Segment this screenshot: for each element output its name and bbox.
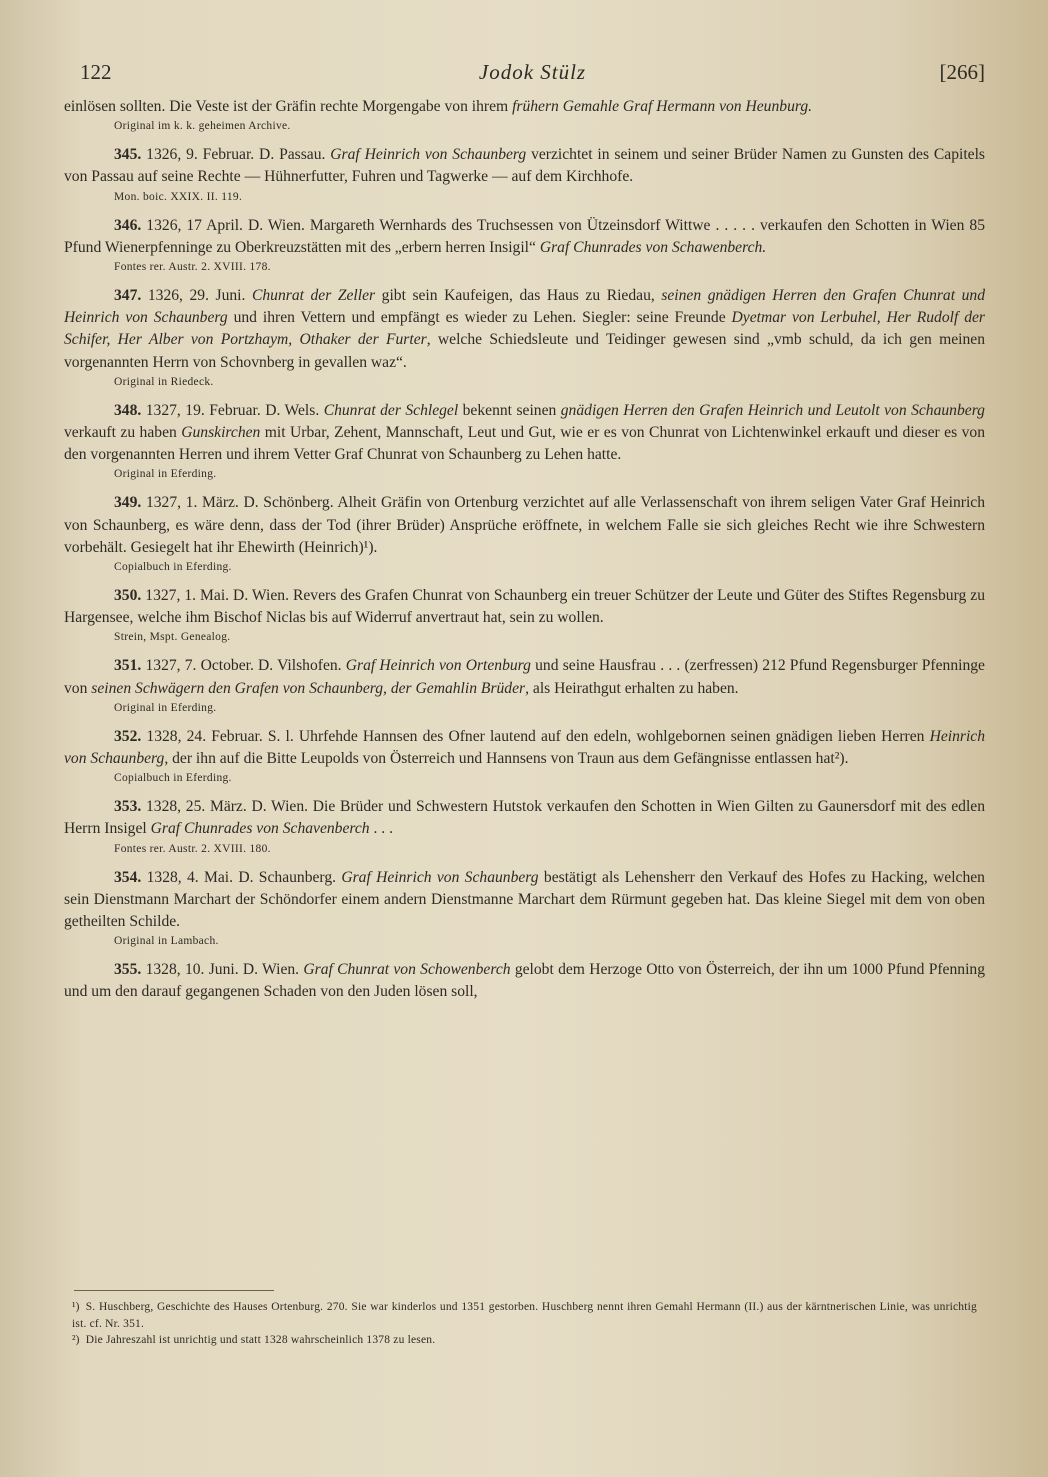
regest-entry: [64, 796, 985, 857]
regest-entry: [64, 585, 985, 646]
entry-number: 352.: [114, 727, 142, 745]
italic-name: gnädigen Herren den Grafen Heinrich und Leutolt von Schaunberg: [560, 401, 985, 419]
regest-entry: [64, 492, 985, 576]
entry-text: 346. 1326, 17 April. D. Wien. Margareth Wernhards des Truchsessen von Ützeinsdorf Wittwe . . . . . verkaufen den Schotten in Wien 85 Pfund Wienerpfenninge zu Oberkreuzstätten mit des „erbern herren Insigil“ Graf Chunrades von Schawenberch.: [64, 216, 985, 256]
italic-name: Graf Heinrich von Schaunberg: [341, 868, 539, 886]
entry-text: 354. 1328, 4. Mai. D. Schaunberg. Graf Heinrich von Schaunberg bestätigt als Lehensherr den Verkauf des Hofes zu Hacking, welchen sein Dienstmann Marchart der Schöndorfer einem andern Dienstmanne Marchart dem Rürmunt gegeben hat. Das kleine Siegel mit dem von oben getheilten Schilde.: [64, 868, 985, 931]
entry-text: 347. 1326, 29. Juni. Chunrat der Zeller gibt sein Kaufeigen, das Haus zu Riedau, seinen gnädigen Herren den Grafen Chunrat und Heinrich von Schaunberg und ihren Vettern und empfängt es wieder zu Lehen. Siegler: seine Freunde Dyetmar von Lerbuhel, Her Rudolf der Schifer, Her Alber von Portzhaym, Othaker der Furter, welche Schiedsleute und Teidinger gewesen sind „vmb schuld, da ich gen meinen vorgenannten Herrn von Schovnberg in gevallen waz“.: [64, 287, 985, 371]
footnote-text: S. Huschberg, Geschichte des Hauses Ortenburg. 270. Sie war kinderlos und 1351 gestorben. Huschberg nennt ihren Gemahl Hermann (II.) aus der kärntnerischen Linie, was unrichtig ist. cf. Nr. 351.: [72, 1301, 977, 1330]
entry-source: Original in Lambach.: [114, 935, 219, 948]
italic-name: Chunrat der Schlegel: [323, 401, 459, 419]
entry-text: 349. 1327, 1. März. D. Schönberg. Alheit Gräfin von Ortenburg verzichtet auf alle Verlassenschaft von ihrem seligen Vater Graf Heinrich von Schaunberg, es wäre denn, dass der Tod (ihrer Brüder) Ansprüche eröffnete, in welchem Falle sie sich gleiches Recht wie ihre Schwestern vorbehält. Gesiegelt hat ihr Ehewirth (Heinrich)¹).: [64, 494, 985, 556]
page-header: [80, 60, 985, 90]
italic-name: Graf Heinrich von Ortenburg: [345, 657, 531, 675]
entry-text: 351. 1327, 7. October. D. Vilshofen. Graf Heinrich von Ortenburg und seine Hausfrau . . . (zerfressen) 212 Pfund Regensburger Pfenninge von seinen Schwägern den Grafen von Schaunberg, der Gemahlin Brüder, als Heirathgut erhalten zu haben.: [64, 657, 985, 697]
entry-number: 355.: [114, 961, 142, 979]
entry-text: 350. 1327, 1. Mai. D. Wien. Revers des Grafen Chunrat von Schaunberg ein treuer Schützer der Leute und Güter des Stiftes Regensburg zu Hargensee, welche ihm Bischof Niclas bis auf Widerruf anvertraut hat, sein zu wollen.: [64, 587, 985, 627]
entry-text: 353. 1328, 25. März. D. Wien. Die Brüder und Schwestern Hutstok verkaufen den Schotten in Wien Gilten zu Gaunersdorf mit des edlen Herrn Insigel Graf Chunrades von Schavenberch . . .: [64, 798, 985, 838]
entry-text: 348. 1327, 19. Februar. D. Wels. Chunrat der Schlegel bekennt seinen gnädigen Herren den Grafen Heinrich und Leutolt von Schaunberg verkauft zu haben Gunskirchen mit Urbar, Zehent, Mannschaft, Leut und Gut, wie er es von Chunrat von Lichtenwinkel erkauft und dieser es von den vorgenannten Herren und ihrem Vetter Graf Chunrat von Schaunberg zu Lehen hatte.: [64, 401, 985, 464]
entry-number: 350.: [114, 587, 142, 605]
italic-name: Heinrich von Schaunberg: [64, 727, 985, 768]
document-body: [64, 96, 985, 1010]
entry-text: 345. 1326, 9. Februar. D. Passau. Graf Heinrich von Schaunberg verzichtet in seinem und seiner Brüder Namen zu Gunsten des Capitels von Passau auf seine Rechte — Hühnerfutter, Fuhren und Tagwerke — auf dem Kirchhofe.: [64, 146, 985, 186]
italic-name: Graf Heinrich von Schaunberg: [330, 146, 527, 164]
regest-entry: [64, 144, 985, 205]
entry-source: Original in Eferding.: [114, 468, 217, 481]
entry-source: Copialbuch in Eferding.: [114, 561, 232, 574]
entry-text: 352. 1328, 24. Februar. S. l. Uhrfehde Hannsen des Ofner lautend auf den edeln, wohlgebornen seinen gnädigen lieben Herren Heinrich von Schaunberg, der ihn auf die Bitte Leupolds von Österreich und Hannsens von Traun aus dem Gefängnisse entlassen hat²).: [64, 727, 985, 768]
entry-number: 346.: [114, 216, 142, 234]
italic-name: Graf Chunrat von Schowenberch: [303, 961, 511, 979]
entry-source: Original in Eferding.: [114, 701, 217, 714]
entry-number: 347.: [114, 287, 142, 305]
entry-source: Original in Riedeck.: [114, 375, 214, 388]
entry-source: Strein, Mspt. Genealog.: [114, 631, 231, 644]
regest-entry: [64, 726, 985, 787]
regest-entry: [64, 867, 985, 951]
original-page-number: [266]: [939, 60, 985, 84]
italic-name: frühern Gemahle Graf Hermann von Heunburg.: [512, 98, 813, 115]
entry-source: Original im k. k. geheimen Archive.: [114, 120, 291, 133]
footnotes: [72, 1299, 977, 1349]
page-number: 122: [80, 60, 112, 84]
footnote: [72, 1332, 977, 1349]
footnote-mark: ¹): [72, 1301, 80, 1313]
running-title: Jodok Stülz: [478, 60, 587, 84]
footnote-rule: [74, 1290, 274, 1291]
italic-name: Dyetmar von Lerbuhel, Her Rudolf der Schifer, Her Alber von Portzhaym, Othaker der Furter: [64, 309, 985, 349]
entry-source: Copialbuch in Eferding.: [114, 772, 232, 785]
entry-text: einlösen sollten. Die Veste ist der Gräfin rechte Morgengabe von ihrem frühern Gemahle Graf Hermann von Heunburg.: [64, 98, 813, 115]
italic-name: seinen gnädigen Herren den Grafen Chunrat und Heinrich von Schaunberg: [64, 287, 985, 327]
regest-entry: [64, 959, 985, 1003]
italic-name: Gunskirchen: [181, 424, 261, 442]
entry-source: Mon. boic. XXIX. II. 119.: [114, 190, 243, 203]
entry-number: 349.: [114, 494, 142, 512]
footnote-mark: ²): [72, 1334, 80, 1346]
regest-entry: [64, 400, 985, 484]
italic-name: Graf Chunrades von Schawenberch.: [539, 238, 767, 256]
regest-entry: [64, 96, 985, 135]
entry-number: 354.: [114, 868, 142, 886]
entry-number: 345.: [114, 146, 142, 164]
italic-name: seinen Schwägern den Grafen von Schaunberg, der Gemahlin Brüder: [91, 679, 526, 697]
regest-entry: [64, 215, 985, 276]
regest-entry: [64, 285, 985, 391]
entry-source: Fontes rer. Austr. 2. XVIII. 180.: [114, 842, 271, 855]
italic-name: Chunrat der Zeller: [251, 287, 376, 305]
entry-number: 351.: [114, 657, 142, 675]
footnote: [72, 1299, 977, 1332]
entry-number: 353.: [114, 798, 142, 816]
entry-number: 348.: [114, 401, 142, 419]
italic-name: Graf Chunrades von Schavenberch: [150, 820, 370, 838]
regest-entry: [64, 655, 985, 716]
footnote-text: Die Jahreszahl ist unrichtig und statt 1328 wahrscheinlich 1378 zu lesen.: [85, 1334, 436, 1346]
entry-source: Fontes rer. Austr. 2. XVIII. 178.: [114, 261, 271, 274]
entry-text: 355. 1328, 10. Juni. D. Wien. Graf Chunrat von Schowenberch gelobt dem Herzoge Otto von Österreich, der ihn um 1000 Pfund Pfenning und um den darauf gegangenen Schaden von den Juden lösen soll,: [64, 961, 986, 1001]
